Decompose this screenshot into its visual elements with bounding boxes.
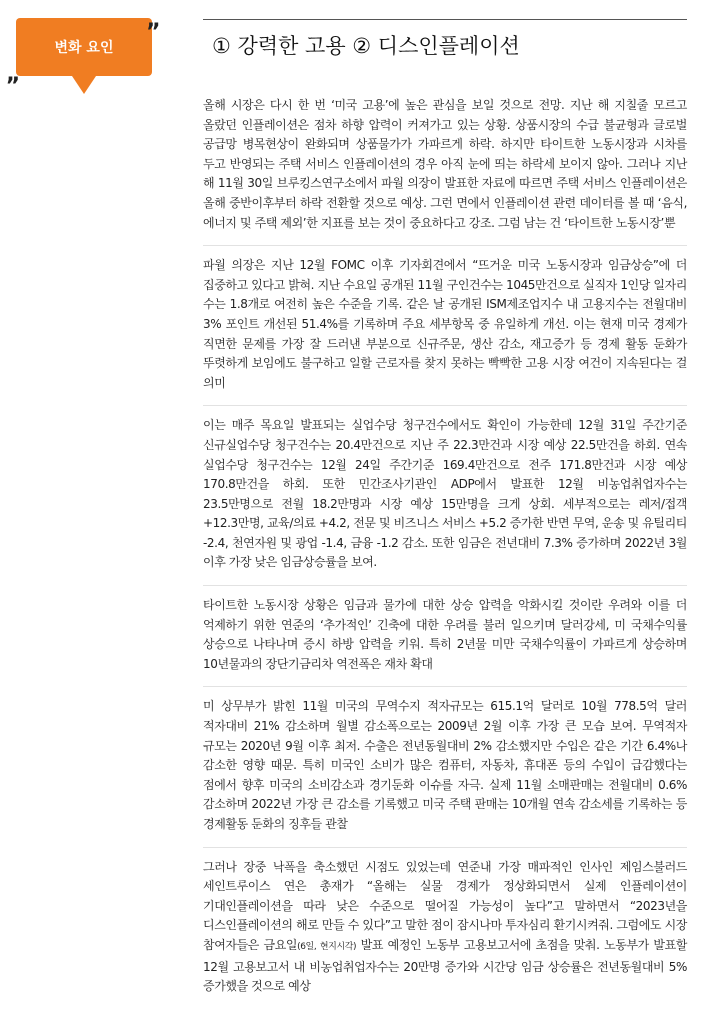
divider — [203, 847, 687, 848]
paragraph-2: 파월 의장은 지난 12월 FOMC 이후 기자회견에서 “뜨거운 미국 노동시장과 임금상승”에 더 집중하고 있다고 밝혀. 지난 수요일 공개된 11월 구인건수는 1045만건으로 실직자 1인당 일자리 수는 1.8개로 여전히 높은 수준을 기록. 같은 날 공개된 ISM제조업지수 내 고용지수는 전월대비 3% 포인트 개선된 51.4%를 기록하며 주요 세부항목 중 유일하게 개선. 이는 현재 미국 경제가 직면한 문제를 가장 잘 드러낸 부분으로 신규주문, 생산 감소, 재고증가 등 경제 활동 둔화가 뚜렷하게 보임에도 불구하고 일할 근로자를 찾지 못하는 빡빡한 고용 시장 여건이 지속된다는 걸 의미 — [203, 258, 687, 390]
paragraph-4: 타이트한 노동시장 상황은 임금과 물가에 대한 상승 압력을 악화시킬 것이란 우려와 이를 더 억제하기 위한 연준의 ‘추가적인’ 긴축에 대한 우려를 불러 일으키며 달러강세, 미 국채수익률 상승으로 나타나며 증시 하방 압력을 키워. 특히 2년물 미만 국채수익률이 가파르게 상승하며 10년물과의 장단기금리차 역전폭은 재차 확대 — [203, 598, 687, 671]
opening-quote-mark: „ — [6, 62, 21, 87]
closing-quote-mark: ” — [146, 20, 161, 45]
paragraph-6 — [203, 858, 687, 997]
paragraph-6-text-a: 그러나 장중 낙폭을 축소했던 시점도 있었는데 연준내 가장 매파적인 인사인 제임스불러드 세인트루이스 연은 총재가 “올해는 실물 경제가 정상화되면서 실제 인플레이션이 기대인플레이션을 따라 낮은 수준으로 떨어질 가능성이 높다”고 말하면서 “2023년을 디스인플레이션의 해로 만들 수 있다”고 말한 점이 잠시나마 투자심리 환기시켜줘. 그럼에도 시장 참여자들은 금요일 — [203, 859, 687, 952]
divider — [203, 405, 687, 406]
page-title: ① 강력한 고용 ② 디스인플레이션 — [212, 34, 520, 58]
paragraph-5: 미 상무부가 밝힌 11월 미국의 무역수지 적자규모는 615.1억 달러로 10월 778.5억 달러 적자대비 21% 감소하며 월별 감소폭으로는 2009년 2월 이후 가장 큰 모습 보여. 무역적자 규모는 2020년 9월 이후 최저. 수출은 전년동월대비 2% 감소했지만 수입은 같은 기간 6.4%나 감소한 영향 때문. 특히 미국인 소비가 많은 컴퓨터, 자동차, 휴대폰 등의 수입이 급감했다는 점에서 향후 미국의 소비감소과 경기둔화 이슈를 자극. 실제 11월 소매판매는 전월대비 0.6% 감소하며 2022년 가장 큰 감소를 기록했고 미국 주택 판매는 10개월 연속 감소세를 기록하는 등 경제활동 둔화의 징후들 관찰 — [203, 699, 687, 831]
title-divider — [203, 19, 687, 20]
paragraph-3: 이는 매주 목요일 발표되는 실업수당 청구건수에서도 확인이 가능한데 12월 31일 주간기준 신규실업수당 청구건수는 20.4만건으로 지난 주 22.3만건과 시장 예상 22.5만건을 하회. 연속 실업수당 청구건수는 12월 24일 주간기준 169.4만건으로 전주 171.8만건과 시장 예상 170.8만건을 하회. 또한 민간조사기관인 ADP에서 발표한 12월 비농업취업자수는 23.5만명으로 전월 18.2만명과 시장 예상 15만명을 크게 상회. 세부적으로는 레저/접객 +12.3만명, 교육/의료 +4.2, 전문 및 비즈니스 서비스 +5.2 증가한 반면 무역, 운송 및 유틸리티 -2.4, 천연자원 및 광업 -1.4, 금융 -1.2 감소. 또한 임금은 전년대비 7.3% 증가하며 2022년 3월 이후 가장 낮은 임금상승률을 보여. — [203, 418, 687, 570]
paragraph-1: 올해 시장은 다시 한 번 ‘미국 고용’에 높은 관심을 보일 것으로 전망. 지난 해 지칠줄 모르고 올랐던 인플레이션은 점차 하향 압력이 커져가고 있는 상황. 상품시장의 수급 불균형과 글로벌 공급망 병목현상이 완화되며 상품물가가 가파르게 하락. 하지만 타이트한 노동시장과 시차를 두고 반영되는 주택 서비스 인플레이션의 경우 아직 눈에 띄는 하락세 보이지 않아. 그러나 지난 해 11월 30일 브루킹스연구소에서 파월 의장이 발표한 자료에 따르면 주택 서비스 인플레이션은 올해 중반이후부터 하락 전환할 것으로 예상. 그런 면에서 인플레이션 관련 데이터를 볼 때 ‘음식, 에너지 및 주택 제외’한 지표를 보는 것이 중요하다고 강조. 그럼 남는 건 ‘타이트한 노동시장’뿐 — [203, 98, 687, 230]
article-body — [203, 96, 687, 1009]
paragraph-6-note: (6일, 현지시각) — [297, 941, 357, 952]
badge-label: 변화 요인 — [54, 40, 114, 56]
divider — [203, 686, 687, 687]
divider — [203, 245, 687, 246]
paragraph-6-text-b: 발표 예정인 노동부 고용보고서에 초점을 맞춰. 노동부가 발표할 12월 고용보고서 내 비농업취업자수는 20만명 증가와 시간당 임금 상승률은 전년동월대비 5% 증가했을 것으로 예상 — [203, 937, 687, 994]
divider — [203, 585, 687, 586]
section-badge — [16, 18, 152, 76]
badge-pointer — [72, 76, 96, 94]
